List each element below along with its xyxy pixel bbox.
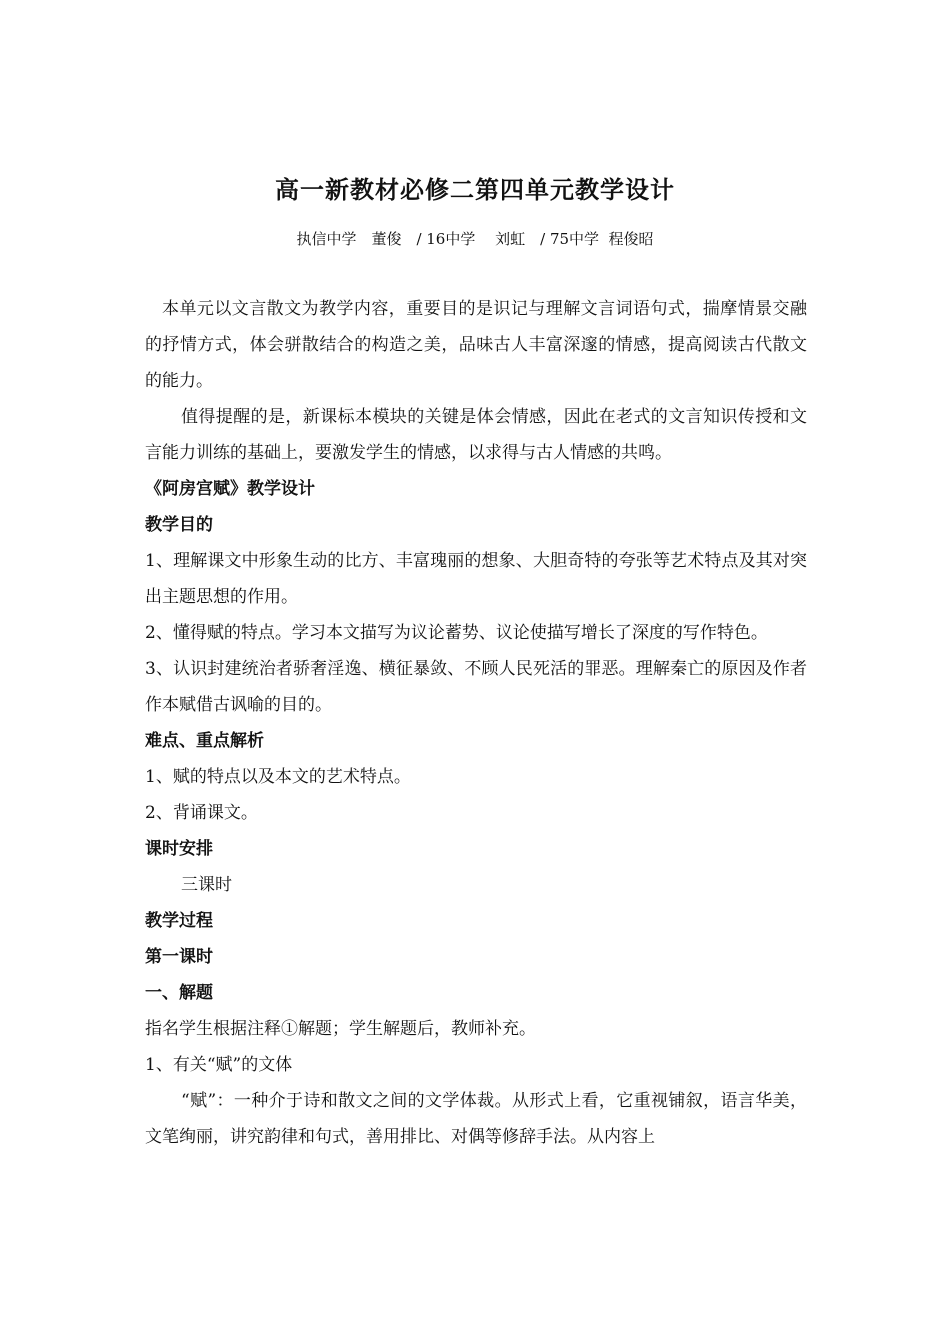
document-authors: 执信中学 董俊 / 16中学 刘虹 / 75中学 程俊昭 bbox=[296, 230, 654, 248]
intro-paragraph-2: 值得提醒的是，新课标本模块的关键是体会情感，因此在老式的文言知识传授和文言能力训练的基础上，要激发学生的情感，以求得与古人情感的共鸣。 bbox=[145, 407, 807, 463]
goal-item: 3、认识封建统治者骄奢淫逸、横征暴敛、不顾人民死活的罪恶。理解秦亡的原因及作者作本赋借古讽喻的目的。 bbox=[145, 659, 807, 715]
first-lesson-heading: 第一课时 bbox=[145, 947, 213, 967]
goal-item: 2、懂得赋的特点。学习本文描写为议论蓄势、议论使描写增长了深度的写作特色。 bbox=[145, 623, 768, 643]
difficulty-item: 2、背诵课文。 bbox=[145, 803, 258, 823]
section-1-paragraph: “赋”：一种介于诗和散文之间的文学体裁。从形式上看，它重视铺叙，语言华美，文笔绚丽，讲究韵律和句式，善用排比、对偶等修辞手法。从内容上 bbox=[145, 1091, 807, 1147]
intro-paragraph-1: 本单元以文言散文为教学内容，重要目的是识记与理解文言词语句式，揣摩情景交融的抒情方式，体会骈散结合的构造之美，品味古人丰富深邃的情感，提高阅读古代散文的能力。 bbox=[145, 299, 807, 391]
section-1-subheading: 1、有关“赋”的文体 bbox=[145, 1055, 293, 1075]
difficulty-heading: 难点、重点解析 bbox=[145, 731, 264, 751]
schedule-heading: 课时安排 bbox=[145, 839, 213, 859]
goal-item: 1、理解课文中形象生动的比方、丰富瑰丽的想象、大胆奇特的夸张等艺术特点及其对突出主题思想的作用。 bbox=[145, 551, 807, 607]
difficulty-item: 1、赋的特点以及本文的艺术特点。 bbox=[145, 767, 411, 787]
schedule-text: 三课时 bbox=[181, 875, 232, 895]
goals-heading: 教学目的 bbox=[145, 515, 213, 535]
section-1-heading: 一、解题 bbox=[145, 983, 213, 1003]
section-1-text: 指名学生根据注释①解题；学生解题后，教师补充。 bbox=[145, 1019, 536, 1039]
document-title: 高一新教材必修二第四单元教学设计 bbox=[275, 176, 675, 204]
process-heading: 教学过程 bbox=[145, 911, 213, 931]
lesson-title: 《阿房宫赋》教学设计 bbox=[145, 479, 315, 499]
document-body bbox=[145, 291, 807, 1155]
